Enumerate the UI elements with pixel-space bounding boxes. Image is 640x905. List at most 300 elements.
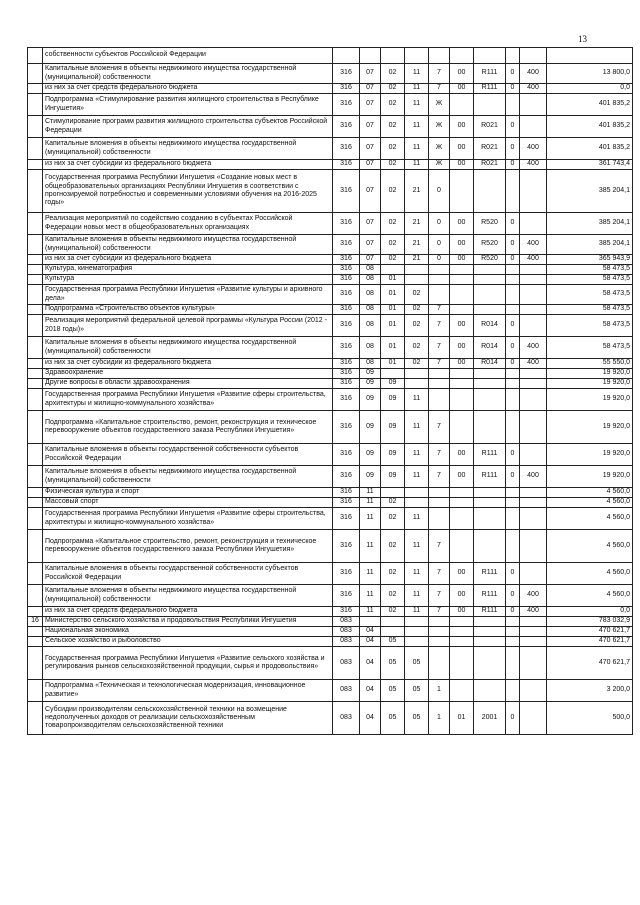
section-code-cell: 08 (360, 265, 381, 275)
amount-cell: 4 560,0 (547, 563, 633, 585)
subprogram-code-cell (429, 379, 450, 389)
row-number-cell (28, 359, 43, 369)
ministry-code-cell: 316 (333, 466, 360, 488)
extra-code-cell: 0 (506, 702, 520, 735)
row-number-cell (28, 508, 43, 530)
subsection-code-cell: 02 (381, 563, 405, 585)
item-name-cell: Государственная программа Республики Ингушетия «Развитие культуры и архивного дела» (43, 285, 333, 305)
direction-code-cell: R014 (474, 359, 506, 369)
expense-type-code-cell: 400 (520, 585, 547, 607)
extra-code-cell: 0 (506, 337, 520, 359)
direction-code-cell: R021 (474, 138, 506, 160)
subsection-code-cell (381, 265, 405, 275)
item-name-cell: Другие вопросы в области здравоохранения (43, 379, 333, 389)
extra-code-cell: 0 (506, 213, 520, 235)
subsection-code-cell: 02 (381, 235, 405, 255)
direction-code-cell: R520 (474, 255, 506, 265)
expense-type-code-cell (520, 213, 547, 235)
program-code-cell: 11 (405, 116, 429, 138)
subprogram-code-cell: Ж (429, 94, 450, 116)
table-row (28, 702, 633, 735)
event-code-cell (450, 369, 474, 379)
program-code-cell: 05 (405, 647, 429, 680)
program-code-cell: 11 (405, 94, 429, 116)
amount-cell: 58 473,5 (547, 337, 633, 359)
section-code-cell: 09 (360, 389, 381, 411)
amount-cell: 401 835,2 (547, 138, 633, 160)
direction-code-cell (474, 617, 506, 627)
amount-cell: 0,0 (547, 84, 633, 94)
section-code-cell: 07 (360, 64, 381, 84)
amount-cell: 58 473,5 (547, 275, 633, 285)
subsection-code-cell: 05 (381, 702, 405, 735)
extra-code-cell (506, 647, 520, 680)
amount-cell: 4 560,0 (547, 498, 633, 508)
ministry-code-cell: 316 (333, 411, 360, 444)
expense-type-code-cell: 400 (520, 84, 547, 94)
program-code-cell: 11 (405, 389, 429, 411)
program-code-cell (405, 265, 429, 275)
expense-type-code-cell: 400 (520, 160, 547, 170)
ministry-code-cell: 316 (333, 508, 360, 530)
item-name-cell: Национальная экономика (43, 627, 333, 637)
table-row (28, 508, 633, 530)
expense-type-code-cell: 400 (520, 64, 547, 84)
row-number-cell (28, 389, 43, 411)
ministry-code-cell: 316 (333, 170, 360, 213)
event-code-cell: 00 (450, 337, 474, 359)
table-row (28, 305, 633, 315)
ministry-code-cell: 316 (333, 138, 360, 160)
ministry-code-cell: 316 (333, 389, 360, 411)
subprogram-code-cell: 7 (429, 466, 450, 488)
expense-type-code-cell (520, 116, 547, 138)
section-code-cell (360, 48, 381, 64)
program-code-cell (405, 637, 429, 647)
amount-cell: 19 920,0 (547, 379, 633, 389)
section-code-cell: 07 (360, 138, 381, 160)
event-code-cell (450, 285, 474, 305)
subprogram-code-cell (429, 637, 450, 647)
row-number-cell (28, 213, 43, 235)
subprogram-code-cell: 7 (429, 530, 450, 563)
amount-cell: 58 473,5 (547, 315, 633, 337)
direction-code-cell (474, 265, 506, 275)
item-name-cell: Сельское хозяйство и рыболовство (43, 637, 333, 647)
item-name-cell: из них за счет субсидии из федерального бюджета (43, 359, 333, 369)
section-code-cell: 09 (360, 369, 381, 379)
item-name-cell: собственности субъектов Российской Федерации (43, 48, 333, 64)
expense-type-code-cell (520, 275, 547, 285)
subprogram-code-cell: 7 (429, 64, 450, 84)
subsection-code-cell: 01 (381, 337, 405, 359)
subsection-code-cell (381, 48, 405, 64)
extra-code-cell (506, 170, 520, 213)
budget-table (27, 47, 633, 735)
table-row (28, 285, 633, 305)
row-number-cell (28, 315, 43, 337)
subsection-code-cell: 05 (381, 680, 405, 702)
table-row (28, 235, 633, 255)
extra-code-cell (506, 680, 520, 702)
amount-cell: 19 920,0 (547, 389, 633, 411)
section-code-cell: 11 (360, 498, 381, 508)
subprogram-code-cell: 7 (429, 359, 450, 369)
item-name-cell: Подпрограмма «Капитальное строительство, ремонт, реконструкция и техническое перевооружение объектов государственного заказа Республики Ингушетия» (43, 411, 333, 444)
extra-code-cell (506, 379, 520, 389)
ministry-code-cell: 316 (333, 607, 360, 617)
expense-type-code-cell (520, 170, 547, 213)
event-code-cell: 00 (450, 255, 474, 265)
section-code-cell: 11 (360, 488, 381, 498)
subprogram-code-cell (429, 627, 450, 637)
expense-type-code-cell (520, 389, 547, 411)
section-code-cell: 07 (360, 84, 381, 94)
event-code-cell: 01 (450, 702, 474, 735)
direction-code-cell (474, 379, 506, 389)
row-number-cell (28, 48, 43, 64)
item-name-cell: Капитальные вложения в объекты недвижимого имущества государственной (муниципальной) собственности (43, 466, 333, 488)
extra-code-cell: 0 (506, 607, 520, 617)
program-code-cell: 21 (405, 213, 429, 235)
program-code-cell (405, 617, 429, 627)
expense-type-code-cell: 400 (520, 337, 547, 359)
table-row (28, 617, 633, 627)
row-number-cell (28, 265, 43, 275)
table-row (28, 607, 633, 617)
amount-cell: 470 621,7 (547, 647, 633, 680)
direction-code-cell: R520 (474, 213, 506, 235)
amount-cell: 19 920,0 (547, 369, 633, 379)
extra-code-cell (506, 305, 520, 315)
item-name-cell: Стимулирование программ развития жилищного строительства субъектов Российской Федерации (43, 116, 333, 138)
direction-code-cell (474, 389, 506, 411)
ministry-code-cell: 316 (333, 285, 360, 305)
row-number-cell (28, 94, 43, 116)
table-row (28, 466, 633, 488)
ministry-code-cell: 316 (333, 530, 360, 563)
row-number-cell: 16 (28, 617, 43, 627)
extra-code-cell (506, 275, 520, 285)
row-number-cell (28, 116, 43, 138)
item-name-cell: Массовый спорт (43, 498, 333, 508)
extra-code-cell (506, 369, 520, 379)
ministry-code-cell: 316 (333, 444, 360, 466)
subprogram-code-cell: 0 (429, 170, 450, 213)
event-code-cell (450, 94, 474, 116)
section-code-cell: 11 (360, 508, 381, 530)
subprogram-code-cell: 1 (429, 702, 450, 735)
section-code-cell: 07 (360, 255, 381, 265)
subsection-code-cell: 02 (381, 585, 405, 607)
table-row (28, 84, 633, 94)
expense-type-code-cell (520, 315, 547, 337)
table-row (28, 389, 633, 411)
amount-cell: 58 473,5 (547, 285, 633, 305)
ministry-code-cell: 316 (333, 213, 360, 235)
subsection-code-cell: 01 (381, 275, 405, 285)
amount-cell: 361 743,4 (547, 160, 633, 170)
subsection-code-cell: 01 (381, 285, 405, 305)
program-code-cell: 11 (405, 508, 429, 530)
subsection-code-cell: 09 (381, 411, 405, 444)
direction-code-cell (474, 488, 506, 498)
table-row (28, 170, 633, 213)
table-row (28, 627, 633, 637)
row-number-cell (28, 466, 43, 488)
row-number-cell (28, 607, 43, 617)
subprogram-code-cell: 7 (429, 444, 450, 466)
table-row (28, 488, 633, 498)
row-number-cell (28, 170, 43, 213)
extra-code-cell: 0 (506, 444, 520, 466)
section-code-cell (360, 617, 381, 627)
direction-code-cell (474, 411, 506, 444)
expense-type-code-cell (520, 411, 547, 444)
item-name-cell: из них за счет субсидии из федерального бюджета (43, 160, 333, 170)
subprogram-code-cell: 7 (429, 607, 450, 617)
table-body (28, 48, 633, 735)
row-number-cell (28, 637, 43, 647)
program-code-cell: 02 (405, 315, 429, 337)
section-code-cell: 09 (360, 444, 381, 466)
event-code-cell (450, 647, 474, 680)
table-row (28, 255, 633, 265)
program-code-cell: 11 (405, 84, 429, 94)
event-code-cell: 00 (450, 84, 474, 94)
subprogram-code-cell: 7 (429, 411, 450, 444)
event-code-cell (450, 265, 474, 275)
program-code-cell: 02 (405, 359, 429, 369)
section-code-cell: 07 (360, 235, 381, 255)
extra-code-cell (506, 530, 520, 563)
event-code-cell (450, 637, 474, 647)
ministry-code-cell: 316 (333, 160, 360, 170)
row-number-cell (28, 84, 43, 94)
event-code-cell: 00 (450, 585, 474, 607)
expense-type-code-cell (520, 305, 547, 315)
subprogram-code-cell (429, 498, 450, 508)
program-code-cell: 21 (405, 235, 429, 255)
page-number: 13 (578, 34, 587, 44)
extra-code-cell: 0 (506, 138, 520, 160)
extra-code-cell (506, 285, 520, 305)
amount-cell: 385 204,1 (547, 235, 633, 255)
subsection-code-cell: 09 (381, 444, 405, 466)
row-number-cell (28, 680, 43, 702)
table-row (28, 265, 633, 275)
expense-type-code-cell (520, 680, 547, 702)
ministry-code-cell: 316 (333, 315, 360, 337)
item-name-cell: Капитальные вложения в объекты недвижимого имущества государственной (муниципальной) собственности (43, 64, 333, 84)
table-row (28, 530, 633, 563)
row-number-cell (28, 305, 43, 315)
program-code-cell: 11 (405, 530, 429, 563)
expense-type-code-cell: 400 (520, 255, 547, 265)
program-code-cell: 21 (405, 170, 429, 213)
program-code-cell (405, 488, 429, 498)
subprogram-code-cell (429, 265, 450, 275)
program-code-cell: 05 (405, 702, 429, 735)
direction-code-cell: R111 (474, 585, 506, 607)
item-name-cell: Подпрограмма «Стимулирование развития жилищного строительства в Республике Ингушетия» (43, 94, 333, 116)
table-row (28, 585, 633, 607)
expense-type-code-cell (520, 530, 547, 563)
subsection-code-cell: 02 (381, 508, 405, 530)
direction-code-cell (474, 369, 506, 379)
expense-type-code-cell (520, 617, 547, 627)
row-number-cell (28, 627, 43, 637)
table-row (28, 563, 633, 585)
subprogram-code-cell: 7 (429, 305, 450, 315)
item-name-cell: Капитальные вложения в объекты недвижимого имущества государственной (муниципальной) собственности (43, 235, 333, 255)
program-code-cell: 11 (405, 138, 429, 160)
ministry-code-cell: 316 (333, 369, 360, 379)
event-code-cell (450, 305, 474, 315)
extra-code-cell (506, 48, 520, 64)
event-code-cell: 00 (450, 315, 474, 337)
row-number-cell (28, 444, 43, 466)
expense-type-code-cell (520, 265, 547, 275)
item-name-cell: Подпрограмма «Техническая и технологическая модернизация, инновационное развитие» (43, 680, 333, 702)
subsection-code-cell: 01 (381, 305, 405, 315)
row-number-cell (28, 235, 43, 255)
table-row (28, 498, 633, 508)
subprogram-code-cell: 7 (429, 563, 450, 585)
expense-type-code-cell (520, 94, 547, 116)
row-number-cell (28, 585, 43, 607)
amount-cell: 385 204,1 (547, 170, 633, 213)
subprogram-code-cell (429, 285, 450, 305)
expense-type-code-cell (520, 379, 547, 389)
ministry-code-cell: 316 (333, 265, 360, 275)
subprogram-code-cell: 1 (429, 680, 450, 702)
event-code-cell (450, 275, 474, 285)
row-number-cell (28, 498, 43, 508)
subprogram-code-cell (429, 617, 450, 627)
program-code-cell: 11 (405, 160, 429, 170)
ministry-code-cell: 316 (333, 359, 360, 369)
subsection-code-cell: 09 (381, 379, 405, 389)
direction-code-cell: R111 (474, 466, 506, 488)
item-name-cell: Капитальные вложения в объекты недвижимого имущества государственной (муниципальной) собственности (43, 138, 333, 160)
row-number-cell (28, 138, 43, 160)
expense-type-code-cell (520, 563, 547, 585)
direction-code-cell: R111 (474, 607, 506, 617)
subprogram-code-cell (429, 488, 450, 498)
amount-cell: 55 550,0 (547, 359, 633, 369)
subsection-code-cell: 02 (381, 255, 405, 265)
event-code-cell: 00 (450, 359, 474, 369)
extra-code-cell (506, 488, 520, 498)
direction-code-cell (474, 508, 506, 530)
ministry-code-cell: 316 (333, 563, 360, 585)
amount-cell: 58 473,5 (547, 305, 633, 315)
expense-type-code-cell (520, 285, 547, 305)
expense-type-code-cell (520, 627, 547, 637)
program-code-cell: 11 (405, 444, 429, 466)
subsection-code-cell: 02 (381, 64, 405, 84)
extra-code-cell (506, 94, 520, 116)
amount-cell: 4 560,0 (547, 488, 633, 498)
item-name-cell: Капитальные вложения в объекты государственной собственности субъектов Российской Федерации (43, 563, 333, 585)
section-code-cell: 08 (360, 337, 381, 359)
item-name-cell: Капитальные вложения в объекты государственной собственности субъектов Российской Федерации (43, 444, 333, 466)
expense-type-code-cell (520, 444, 547, 466)
ministry-code-cell: 316 (333, 64, 360, 84)
item-name-cell: Реализация мероприятий федеральной целевой программы «Культура России (2012 - 2018 годы)» (43, 315, 333, 337)
direction-code-cell (474, 170, 506, 213)
subsection-code-cell: 02 (381, 160, 405, 170)
ministry-code-cell: 083 (333, 637, 360, 647)
event-code-cell (450, 617, 474, 627)
amount-cell: 401 835,2 (547, 94, 633, 116)
direction-code-cell (474, 530, 506, 563)
subprogram-code-cell (429, 647, 450, 680)
subsection-code-cell: 05 (381, 647, 405, 680)
event-code-cell: 00 (450, 235, 474, 255)
subprogram-code-cell: Ж (429, 116, 450, 138)
ministry-code-cell: 316 (333, 379, 360, 389)
program-code-cell (405, 627, 429, 637)
expense-type-code-cell (520, 48, 547, 64)
section-code-cell: 07 (360, 116, 381, 138)
event-code-cell: 00 (450, 116, 474, 138)
section-code-cell: 04 (360, 627, 381, 637)
amount-cell: 3 200,0 (547, 680, 633, 702)
table-row (28, 94, 633, 116)
extra-code-cell (506, 498, 520, 508)
extra-code-cell: 0 (506, 466, 520, 488)
expense-type-code-cell (520, 508, 547, 530)
ministry-code-cell: 316 (333, 337, 360, 359)
event-code-cell: 00 (450, 138, 474, 160)
event-code-cell: 00 (450, 466, 474, 488)
row-number-cell (28, 285, 43, 305)
item-name-cell: Капитальные вложения в объекты недвижимого имущества государственной (муниципальной) собственности (43, 337, 333, 359)
section-code-cell: 11 (360, 530, 381, 563)
direction-code-cell: R111 (474, 444, 506, 466)
section-code-cell: 09 (360, 411, 381, 444)
item-name-cell: Культура, кинематография (43, 265, 333, 275)
item-name-cell: Подпрограмма «Капитальное строительство, ремонт, реконструкция и техническое перевооружение объектов государственного заказа Республики Ингушетия» (43, 530, 333, 563)
extra-code-cell (506, 389, 520, 411)
amount-cell: 365 943,9 (547, 255, 633, 265)
direction-code-cell (474, 637, 506, 647)
direction-code-cell: R014 (474, 315, 506, 337)
subsection-code-cell: 02 (381, 607, 405, 617)
ministry-code-cell: 316 (333, 94, 360, 116)
ministry-code-cell: 316 (333, 116, 360, 138)
extra-code-cell: 0 (506, 84, 520, 94)
table-row (28, 48, 633, 64)
subsection-code-cell (381, 617, 405, 627)
event-code-cell (450, 498, 474, 508)
ministry-code-cell: 316 (333, 84, 360, 94)
program-code-cell (405, 379, 429, 389)
subprogram-code-cell: Ж (429, 138, 450, 160)
row-number-cell (28, 379, 43, 389)
ministry-code-cell: 083 (333, 702, 360, 735)
ministry-code-cell: 316 (333, 585, 360, 607)
item-name-cell: из них за счет субсидии из федерального бюджета (43, 255, 333, 265)
section-code-cell: 08 (360, 305, 381, 315)
amount-cell (547, 48, 633, 64)
table-row (28, 337, 633, 359)
subsection-code-cell: 05 (381, 637, 405, 647)
row-number-cell (28, 530, 43, 563)
table-row (28, 637, 633, 647)
